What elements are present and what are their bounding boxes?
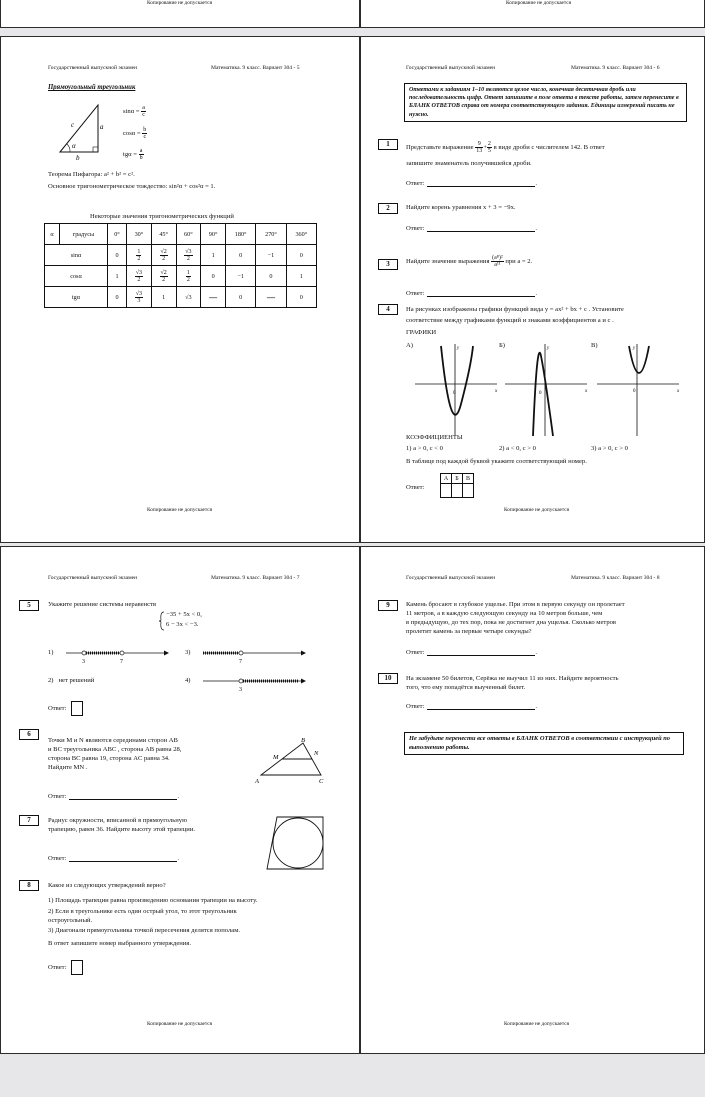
table-cell: $\frac{√3}{2}$	[127, 266, 152, 287]
svg-text:0: 0	[633, 389, 636, 394]
label-a: a	[100, 123, 104, 131]
q4-text: На рисунках изображены графики функций вида y = ax² + bx + c . Установите	[406, 306, 624, 313]
answer-col-header: А	[441, 474, 452, 484]
option-4-numberline[interactable]	[201, 673, 306, 693]
text-line: в предыдущую, до тех пор, пока не достигнет дна ущелья. Сколько метров	[406, 618, 617, 626]
q5-text: Укажите решение системы неравенств	[48, 601, 157, 608]
header-left: Государственный выпускной экзамен	[406, 575, 496, 581]
option-1-label: 1)	[48, 649, 54, 656]
footer: Копирование не допускается	[147, 0, 213, 6]
table-cell: 0	[225, 245, 255, 266]
text-line: того, что ему попадётся выученный билет.	[406, 683, 526, 691]
q3-number: 3	[378, 259, 398, 270]
option-4-label: 4)	[185, 677, 191, 684]
q3-answer[interactable]: Ответ: .	[406, 290, 538, 297]
q1-text: Представьте выражение $\frac{9}{13}$ + $\frac{2}{5}$ в виде дроби с числителем 142. В ответ	[406, 141, 605, 154]
table-header-row	[45, 224, 317, 245]
table-cell: 0	[286, 287, 316, 308]
q7-answer[interactable]: Ответ: .	[48, 855, 180, 862]
q7-text	[48, 817, 195, 835]
header-left: Государственный выпускной экзамен	[406, 65, 496, 71]
graphs-label: ГРАФИКИ	[406, 329, 437, 336]
q5-answer[interactable]: Ответ:	[48, 701, 83, 716]
trig-values-table	[44, 223, 317, 308]
table-header-cell: 360°	[286, 224, 316, 245]
footer: Копирование не допускается	[147, 1021, 213, 1027]
vertex-b: B	[301, 737, 305, 744]
svg-text:7: 7	[120, 659, 123, 665]
table-cell: 1	[286, 266, 316, 287]
q1-text-2: запишите знаменатель получившейся дроби.	[406, 160, 532, 167]
final-notice: Не забудьте перенести все ответы в БЛАНК ОТВЕТОВ в соответствии с инструкцией по выполнению работы.	[404, 732, 684, 755]
q1-number: 1	[378, 139, 398, 150]
table-header-cell: 90°	[201, 224, 226, 245]
table-cell: 0	[256, 266, 286, 287]
q8-statement-3: 3) Диагонали прямоугольника точкой пересечения делятся пополам.	[48, 927, 241, 934]
text-line: пролетит камень за первые четыре секунды?	[406, 627, 532, 635]
q4-text-2: соответствие между графиками функций и знаками коэффициентов a и c .	[406, 317, 614, 324]
option-3-label: 3)	[185, 649, 191, 656]
q2-number: 2	[378, 203, 398, 214]
header-right: Математика. 9 класс. Вариант 304 - 6	[571, 65, 660, 71]
table-caption: Некоторые значения тригонометрических функций	[90, 213, 234, 220]
text-line: трапецию, равен 36. Найдите высоту этой трапеции.	[48, 825, 195, 833]
table-cell: −1	[225, 266, 255, 287]
prev-page-left	[0, 0, 360, 28]
answer-cell[interactable]	[452, 484, 463, 498]
page-7	[0, 546, 360, 1054]
table-cell: $\frac{1}{2}$	[176, 266, 201, 287]
table-row	[45, 266, 317, 287]
trapezoid-figure	[265, 815, 327, 871]
vertex-c: C	[319, 778, 324, 785]
graph-c	[593, 342, 683, 437]
q5-ineq-1: −35 + 5x < 0,	[166, 611, 202, 618]
q3-text: Найдите значение выражения $\frac{\text{(a⁸)²}}{\text{a¹¹}}$ при a = 2.	[406, 255, 533, 268]
table-cell: $\frac{1}{2}$	[127, 245, 152, 266]
system-brace	[159, 611, 165, 631]
graph-b	[501, 342, 591, 437]
graph-b-label: Б)	[499, 342, 505, 349]
page-6	[360, 36, 705, 543]
q9-text	[406, 601, 625, 637]
table-cell: −1	[256, 245, 286, 266]
text-line: и BC треугольника ABC , сторона AB равна 28,	[48, 745, 182, 753]
q2-answer[interactable]: Ответ: .	[406, 225, 538, 232]
q8-text: Какое из следующих утверждений верно?	[48, 882, 166, 889]
q9-number: 9	[378, 600, 398, 611]
header-right: Математика. 9 класс. Вариант 304 - 5	[211, 65, 300, 71]
q4-answer-label: Ответ:	[406, 484, 425, 491]
sin-def: sinα = $\frac{a}{c}$	[123, 105, 145, 118]
table-cell: 1	[151, 287, 176, 308]
svg-text:3: 3	[82, 659, 85, 665]
table-header-cell: 270°	[256, 224, 286, 245]
text-line: Камень бросают в глубокое ущелье. При этом в первую секунду он пролетает	[406, 601, 625, 608]
row-name: tgα	[45, 287, 108, 308]
header-right: Математика. 9 класс. Вариант 304 - 8	[571, 575, 660, 581]
q8-statement-1: 1) Площадь трапеции равна произведению основания трапеции на высоту.	[48, 897, 258, 904]
header-left: Государственный выпускной экзамен	[48, 575, 138, 581]
svg-text:y: y	[547, 346, 550, 351]
answer-cell[interactable]	[441, 484, 452, 498]
header-right: Математика. 9 класс. Вариант 304 - 7	[211, 575, 300, 581]
q8-number: 8	[19, 880, 39, 891]
table-row	[45, 287, 317, 308]
row-name: sinα	[45, 245, 108, 266]
page-5	[0, 36, 360, 543]
text-line: Радиус окружности, вписанной в прямоугольную	[48, 817, 188, 824]
pythagoras-theorem: Теорема Пифагора: a² + b² = c².	[48, 171, 135, 178]
text-line: 11 метров, а в каждую следующую секунду на 10 метров больше, чем	[406, 609, 603, 617]
table-cell: $\frac{√2}{2}$	[151, 266, 176, 287]
table-header-cell: 180°	[225, 224, 255, 245]
svg-text:0: 0	[539, 391, 542, 396]
table-cell: $\frac{√2}{2}$	[151, 245, 176, 266]
table-cell: $\frac{√3}{3}$	[127, 287, 152, 308]
svg-text:y: y	[457, 346, 460, 351]
table-header-cell: 45°	[151, 224, 176, 245]
table-header-cell: 30°	[127, 224, 152, 245]
q4-answer-table[interactable]	[440, 473, 474, 498]
q8-statement-2b: остроугольный.	[48, 917, 93, 924]
svg-text:7: 7	[239, 659, 242, 665]
answer-col-header: Б	[452, 474, 463, 484]
svg-text:y: y	[633, 346, 636, 351]
row-name: cosα	[45, 266, 108, 287]
section-title: Прямоугольный треугольник	[48, 84, 136, 91]
footer: Копирование не допускается	[504, 507, 570, 513]
table-row	[45, 245, 317, 266]
label-b: b	[76, 154, 80, 162]
cos-def: cosα = $\frac{b}{c}$	[123, 127, 147, 140]
label-alpha: α	[72, 142, 76, 150]
right-triangle-figure	[56, 99, 106, 162]
triangle-abc-figure	[255, 737, 327, 785]
table-header-cell: α	[45, 224, 60, 245]
svg-text:x: x	[495, 389, 498, 394]
table-header-cell: 60°	[176, 224, 201, 245]
vertex-a: A	[255, 778, 259, 785]
table-cell: 0	[286, 245, 316, 266]
q2-text: Найдите корень уравнения x + 3 = −9x.	[406, 204, 516, 211]
instructions-notice: Ответами к заданиям 1–10 являются целое число, конечная десятичная дробь или последовательность цифр. Ответ запишите в поле ответа в тексте работы, затем перенесите в БЛАНК ОТВЕТОВ справа от номера соответствующего задания. Единицы измерений писать не нужно.	[404, 83, 687, 122]
table-cell: 0	[201, 266, 226, 287]
q6-answer[interactable]: Ответ: .	[48, 793, 180, 800]
tg-def: tgα = $\frac{a}{b}$	[123, 148, 143, 161]
option-2-label: 2) нет решений	[48, 677, 95, 684]
coef-1: 1) a > 0, c < 0	[406, 445, 443, 452]
prev-page-right	[360, 0, 705, 28]
q10-answer[interactable]: Ответ: .	[406, 703, 538, 710]
q6-text	[48, 737, 181, 773]
coef-3: 3) a > 0, c > 0	[591, 445, 628, 452]
table-header-cell: 0°	[107, 224, 126, 245]
graph-c-label: В)	[591, 342, 598, 349]
graph-a	[411, 342, 501, 437]
q8-statement-2: 2) Если в треугольнике есть один острый угол, то этот треугольник	[48, 908, 237, 915]
label-c: c	[71, 121, 75, 129]
text-line: На экзамене 50 билетов, Серёжа не выучил 11 из них. Найдите вероятность	[406, 675, 619, 682]
page-8	[360, 546, 705, 1054]
footer: Копирование не допускается	[504, 1021, 570, 1027]
table-cell: —	[256, 287, 286, 308]
coef-2: 2) a < 0, c > 0	[499, 445, 536, 452]
q1-answer[interactable]: Ответ: .	[406, 180, 538, 187]
q4-number: 4	[378, 304, 398, 315]
coef-label: КОЭФФИЦИЕНТЫ	[406, 434, 463, 441]
q10-number: 10	[378, 673, 398, 684]
trig-identity: Основное тригонометрическое тождество: sin²α + cos²α = 1.	[48, 183, 216, 190]
table-header-cell: градусы	[59, 224, 107, 245]
q6-number: 6	[19, 729, 39, 740]
q10-text	[406, 675, 619, 693]
svg-text:x: x	[677, 389, 680, 394]
table-instruction: В таблице под каждой буквой укажите соответствующий номер.	[406, 458, 587, 465]
table-cell: 0	[107, 245, 126, 266]
footer: Копирование не допускается	[506, 0, 572, 6]
point-n: N	[314, 750, 319, 757]
text-line: сторона BC равна 19, сторона AC равна 34.	[48, 754, 170, 762]
table-cell: 1	[201, 245, 226, 266]
footer: Копирование не допускается	[147, 507, 213, 513]
q7-number: 7	[19, 815, 39, 826]
svg-text:x: x	[585, 389, 588, 394]
q9-answer[interactable]: Ответ: .	[406, 649, 538, 656]
svg-text:3: 3	[239, 687, 242, 693]
table-cell: 1	[107, 266, 126, 287]
option-1-numberline[interactable]	[64, 645, 169, 665]
svg-text:0: 0	[453, 391, 456, 396]
table-cell: √3	[176, 287, 201, 308]
q5-number: 5	[19, 600, 39, 611]
table-cell: 0	[107, 287, 126, 308]
answer-col-header: В	[463, 474, 474, 484]
text-line: Точки M и N являются серединами сторон AB	[48, 737, 178, 744]
q8-answer[interactable]: Ответ:	[48, 960, 83, 975]
header-left: Государственный выпускной экзамен	[48, 65, 138, 71]
point-m: M	[273, 754, 279, 761]
graph-a-label: А)	[406, 342, 413, 349]
table-cell: 0	[225, 287, 255, 308]
text-line: Найдите MN .	[48, 763, 88, 771]
answer-cell[interactable]	[463, 484, 474, 498]
table-cell: —	[201, 287, 226, 308]
option-3-numberline[interactable]	[201, 645, 306, 665]
q5-ineq-2: 6 − 3x < −3.	[166, 621, 199, 628]
table-cell: $\frac{√3}{2}$	[176, 245, 201, 266]
q8-instruction: В ответ запишите номер выбранного утверждения.	[48, 940, 191, 947]
